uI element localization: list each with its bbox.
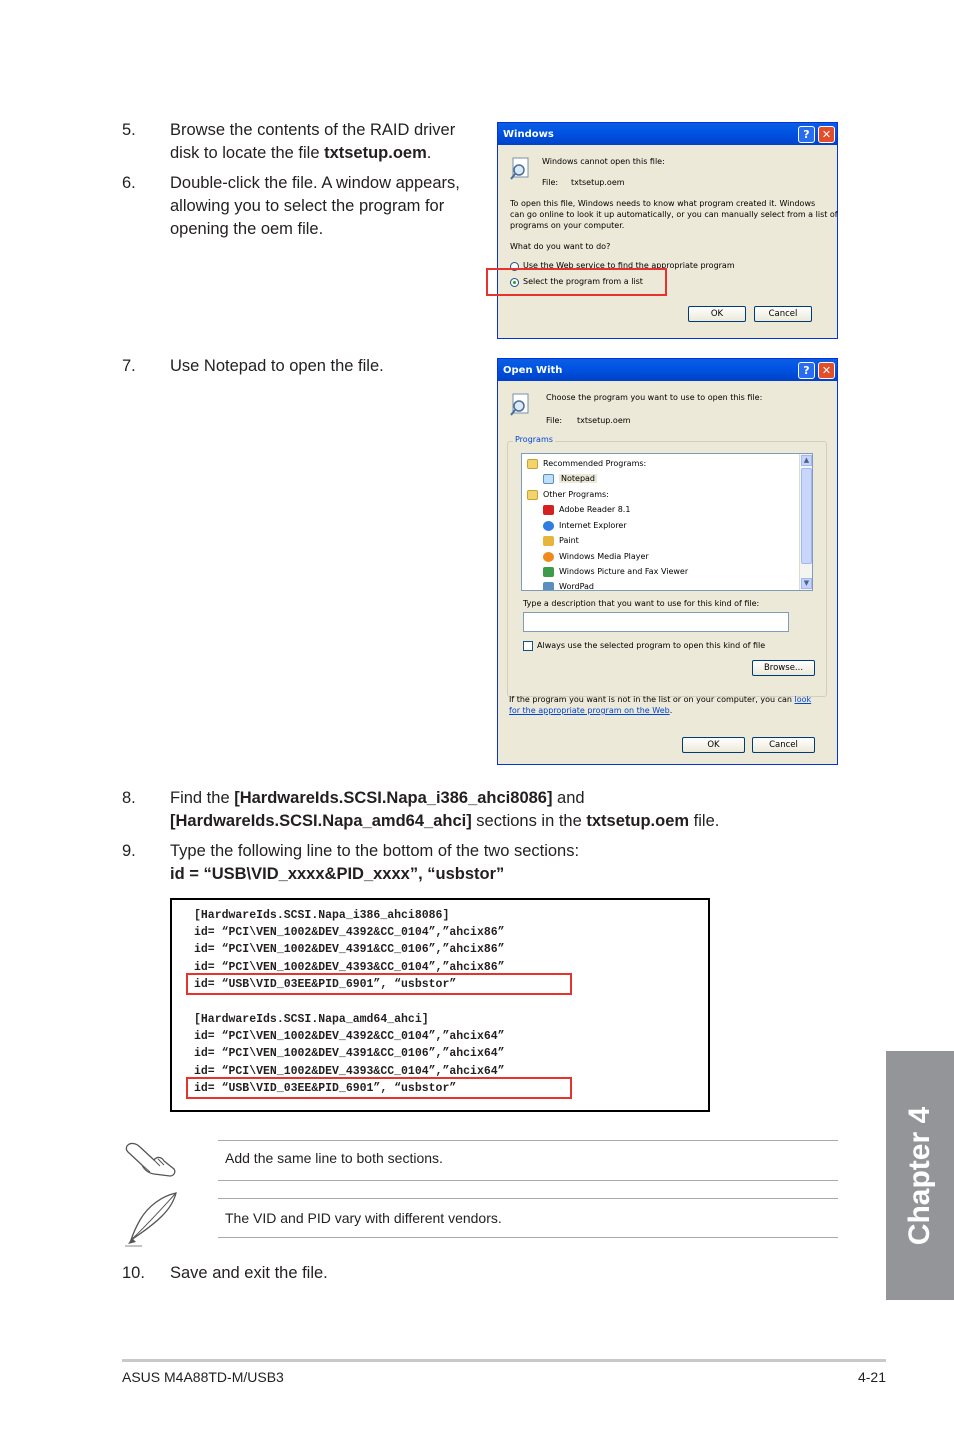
help-button[interactable]: ? — [798, 126, 815, 143]
file-name: txtsetup.oem — [586, 812, 690, 830]
list-item[interactable] — [543, 533, 579, 548]
step-number: 10. — [122, 1264, 145, 1282]
list-item-label: Windows Media Player — [559, 552, 649, 561]
scroll-down-icon[interactable]: ▼ — [801, 578, 812, 589]
open-with-dialog — [497, 358, 838, 765]
list-item-label: Adobe Reader 8.1 — [559, 505, 631, 514]
chapter-tab — [886, 1051, 954, 1300]
windows-dialog — [497, 122, 838, 339]
file-label: File: — [546, 416, 563, 425]
id-line-template: id = “USB\VID_xxxx&PID_xxxx”, “usbstor” — [170, 865, 505, 883]
list-item[interactable] — [543, 471, 597, 486]
quill-pen-icon — [122, 1190, 180, 1248]
list-item-label: Windows Picture and Fax Viewer — [559, 567, 689, 576]
list-item[interactable] — [543, 564, 688, 579]
list-item[interactable] — [543, 502, 630, 517]
folder-icon — [527, 490, 538, 500]
step-number: 5. — [122, 121, 136, 139]
notepad-icon — [543, 474, 554, 484]
code-line: [HardwareIds.SCSI.Napa_i386_ahci8086] — [194, 909, 450, 922]
file-name: txtsetup.oem — [577, 416, 631, 425]
step-number: 6. — [122, 174, 136, 192]
note-text: The VID and PID vary with different vendors. — [225, 1210, 502, 1226]
select-from-list-label[interactable]: Select the program from a list — [523, 277, 643, 286]
code-line: id= “PCI\VEN_1002&DEV_4391&CC_0106”,”ahcix86” — [194, 943, 505, 956]
help-button[interactable]: ? — [798, 362, 815, 379]
programs-label: Programs — [515, 435, 553, 444]
step-number: 7. — [122, 357, 136, 375]
list-item[interactable] — [543, 579, 594, 591]
explanation-text: can go online to look it up automatically, or you can manually select from a list of — [510, 210, 838, 219]
step-text: Double-click the file. A window appears, — [170, 174, 460, 192]
step-text: disk to locate the file — [170, 144, 325, 162]
code-line: id= “PCI\VEN_1002&DEV_4393&CC_0104”,”ahcix86” — [194, 961, 505, 974]
list-item-label: Recommended Programs: — [543, 459, 647, 468]
list-item-label: WordPad — [559, 582, 595, 591]
step-8 — [122, 787, 822, 833]
step-text: Use Notepad to open the file. — [170, 357, 384, 375]
code-line: id= “PCI\VEN_1002&DEV_4392&CC_0104”,”ahcix64” — [194, 1030, 505, 1043]
ok-button[interactable]: OK — [688, 306, 746, 322]
explanation-text: To open this file, Windows needs to know what program created it. Windows — [510, 199, 816, 208]
file-name: txtsetup.oem — [324, 144, 427, 162]
scrollbar[interactable] — [799, 454, 812, 590]
always-use-checkbox[interactable] — [523, 641, 533, 651]
step-text: sections in the — [471, 812, 587, 830]
ok-button[interactable]: OK — [682, 737, 745, 753]
step-text: Type the following line to the bottom of the two sections: — [170, 842, 580, 860]
step-number: 8. — [122, 789, 136, 807]
dialog-titlebar — [498, 123, 837, 145]
adobe-reader-icon — [543, 505, 554, 515]
list-item[interactable] — [543, 518, 627, 533]
list-item[interactable] — [527, 487, 609, 502]
list-item[interactable] — [527, 456, 646, 471]
step-text: and — [552, 789, 585, 807]
choose-text: Choose the program you want to use to open this file: — [546, 393, 763, 402]
question-text: What do you want to do? — [510, 242, 611, 251]
picture-viewer-icon — [543, 567, 554, 577]
step-6 — [122, 172, 482, 242]
step-number: 9. — [122, 842, 136, 860]
web-service-label[interactable]: Use the Web service to find the appropriate program — [523, 261, 735, 270]
note-text: Add the same line to both sections. — [225, 1150, 443, 1166]
list-item[interactable] — [543, 549, 649, 564]
file-name: txtsetup.oem — [571, 178, 625, 187]
step-7 — [122, 355, 452, 378]
search-document-icon — [510, 157, 532, 181]
step-text: opening the oem file. — [170, 220, 324, 238]
step-10 — [122, 1262, 452, 1285]
highlight-box — [486, 268, 667, 296]
page-number: 4-21 — [857, 1369, 886, 1385]
internet-explorer-icon — [543, 521, 554, 531]
step-9 — [122, 840, 822, 886]
info-text: If the program you want is not in the list or on your computer, you can — [509, 695, 795, 704]
file-label: File: — [542, 178, 559, 187]
code-line: id= “USB\VID_03EE&PID_6901”, “usbstor” — [194, 1082, 457, 1095]
code-line: id= “PCI\VEN_1002&DEV_4391&CC_0106”,”ahcix64” — [194, 1047, 505, 1060]
divider — [218, 1237, 838, 1238]
browse-button[interactable]: Browse... — [752, 660, 815, 676]
dialog-titlebar — [498, 359, 837, 381]
footer-product: ASUS M4A88TD-M/USB3 — [122, 1369, 284, 1385]
dialog-title: Windows — [503, 129, 554, 140]
web-link[interactable]: look — [794, 695, 812, 704]
code-line: [HardwareIds.SCSI.Napa_amd64_ahci] — [194, 1013, 429, 1026]
dialog-title: Open With — [503, 365, 563, 376]
step-text: allowing you to select the program for — [170, 197, 445, 215]
media-player-icon — [543, 552, 554, 562]
step-text: Browse the contents of the RAID driver — [170, 121, 456, 139]
always-use-label[interactable]: Always use the selected program to open this kind of file — [537, 641, 766, 650]
web-link[interactable]: for the appropriate program on the Web — [509, 706, 670, 715]
section-name: [HardwareIds.SCSI.Napa_i386_ahci8086] — [234, 789, 553, 807]
punctuation: . — [426, 144, 432, 162]
step-text: Find the — [170, 789, 235, 807]
divider — [218, 1140, 838, 1141]
paint-icon — [543, 536, 554, 546]
list-item-label: Other Programs: — [543, 490, 609, 499]
search-document-icon — [510, 393, 532, 417]
list-item-label: Notepad — [561, 474, 595, 483]
close-button[interactable]: ✕ — [818, 362, 835, 379]
section-name: [HardwareIds.SCSI.Napa_amd64_ahci] — [170, 812, 472, 830]
highlight-box — [186, 1077, 572, 1099]
divider — [218, 1198, 838, 1199]
wordpad-icon — [543, 582, 554, 592]
programs-list[interactable] — [521, 453, 813, 591]
explanation-text: programs on your computer. — [510, 221, 625, 230]
scroll-up-icon[interactable]: ▲ — [801, 455, 812, 466]
description-field[interactable] — [523, 612, 789, 632]
punctuation: . — [669, 706, 673, 715]
step-text: Save and exit the file. — [170, 1264, 328, 1282]
list-item-label: Internet Explorer — [559, 521, 627, 530]
code-line: id= “PCI\VEN_1002&DEV_4393&CC_0104”,”ahcix64” — [194, 1065, 505, 1078]
description-label: Type a description that you want to use for this kind of file: — [523, 599, 760, 608]
step-text: file. — [689, 812, 720, 830]
footer-divider — [122, 1359, 886, 1362]
chapter-label: Chapter 4 — [903, 1106, 936, 1245]
step-5 — [122, 119, 482, 165]
highlight-box — [186, 973, 572, 995]
hand-icon — [124, 1138, 178, 1180]
cancel-button[interactable]: Cancel — [752, 737, 815, 753]
list-item-label: Paint — [559, 536, 579, 545]
code-line: id= “PCI\VEN_1002&DEV_4392&CC_0104”,”ahcix86” — [194, 926, 505, 939]
divider — [218, 1180, 838, 1181]
folder-icon — [527, 459, 538, 469]
code-line: id= “USB\VID_03EE&PID_6901”, “usbstor” — [194, 978, 457, 991]
scroll-thumb[interactable] — [801, 468, 812, 564]
close-button[interactable]: ✕ — [818, 126, 835, 143]
cancel-button[interactable]: Cancel — [754, 306, 812, 322]
cannot-open-text: Windows cannot open this file: — [542, 157, 665, 166]
